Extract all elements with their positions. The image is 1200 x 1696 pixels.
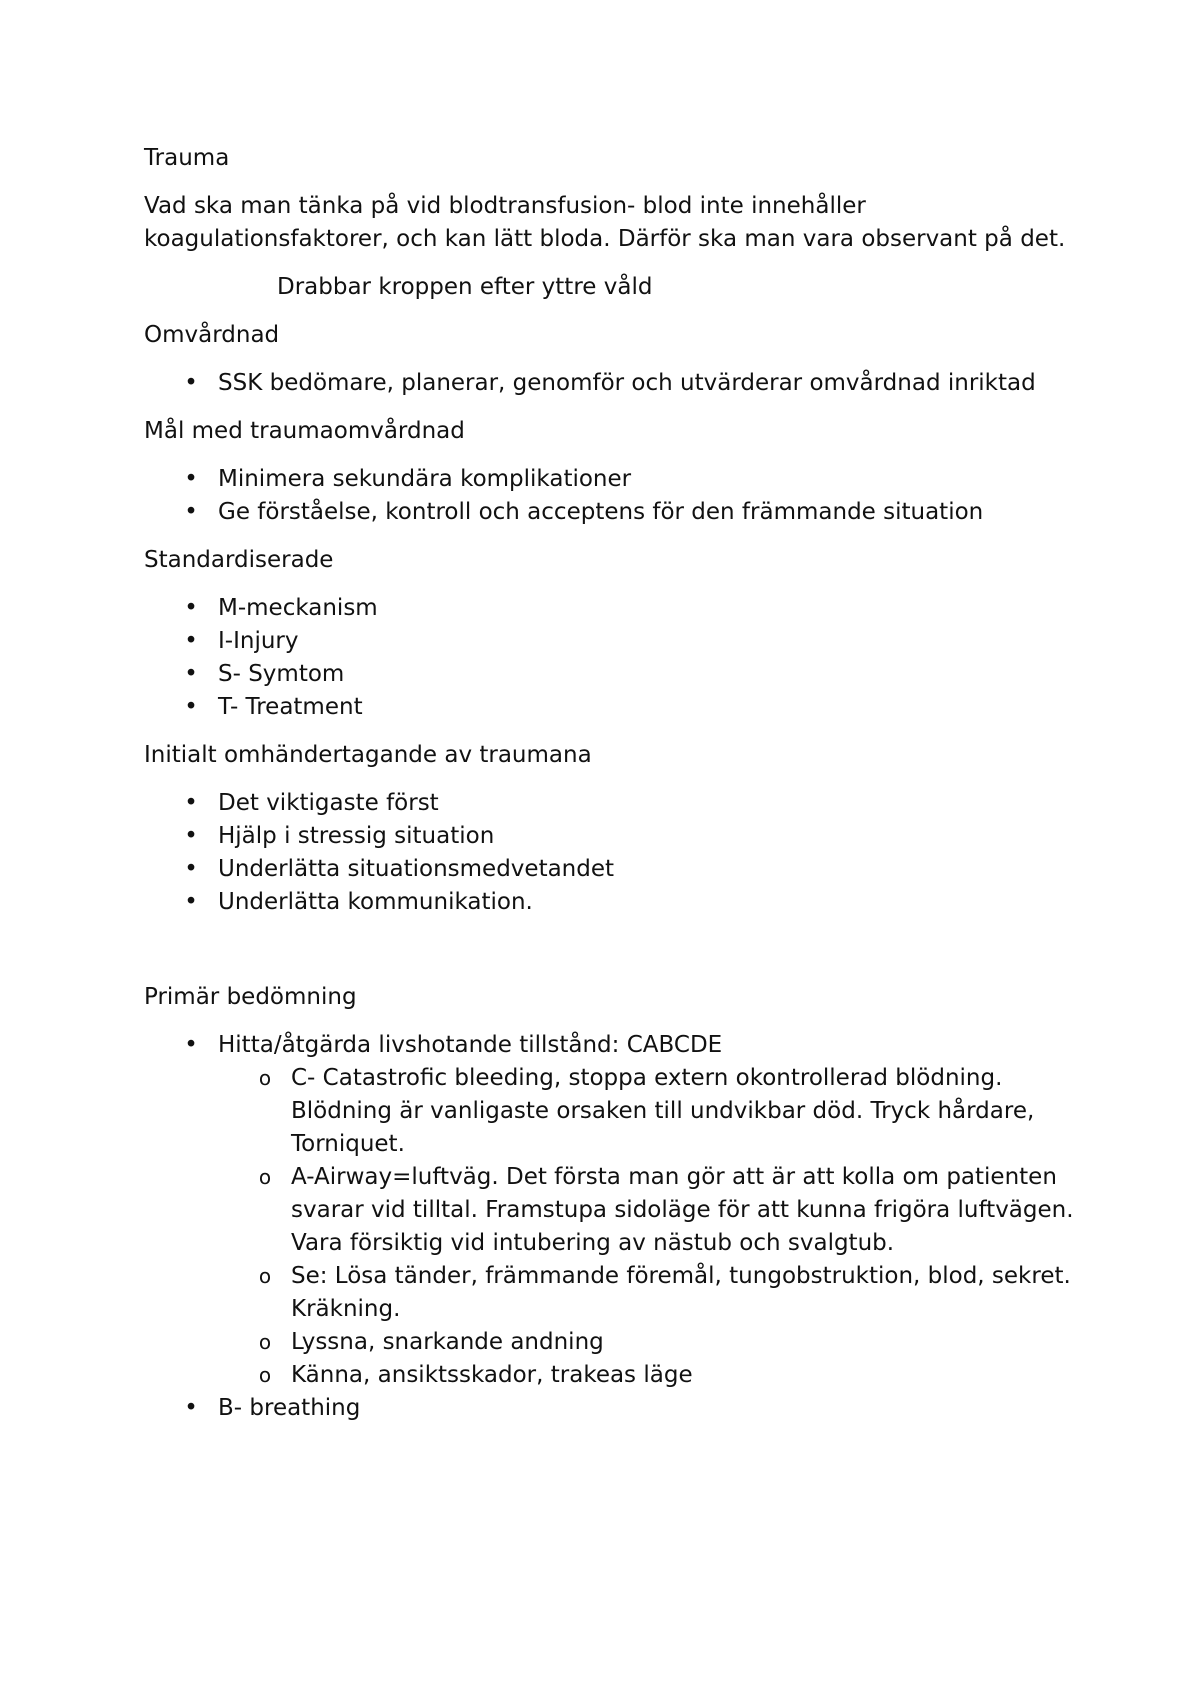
circle-bullet-icon: [258, 1326, 272, 1359]
list-item: • Hjälp i stressig situation: [144, 820, 1084, 853]
circle-bullet-icon: [258, 1062, 272, 1095]
intro-paragraph: Vad ska man tänka på vid blodtransfusion- blod inte innehåller koagulationsfaktorer, och kan lätt bloda. Därför ska man vara observant på det.: [144, 193, 1066, 252]
sub-list-item: o Känna, ansiktsskador, trakeas läge: [218, 1359, 1084, 1392]
list-item: • Det viktigaste först: [144, 787, 1084, 820]
sub-bullet-list: [218, 1062, 1084, 1392]
sub-list-item: o A-Airway=luftväg. Det första man gör att är att kolla om patienten svarar vid tilltal. Framstupa sidoläge för att kunna frigöra luftvägen. Vara försiktig vid intubering av nästub och svalgtub.: [218, 1161, 1084, 1260]
list-item: • Minimera sekundära komplikationer: [144, 463, 1084, 496]
list-item: • Ge förståelse, kontroll och acceptens för den främmande situation: [144, 496, 1084, 529]
circle-bullet-icon: [258, 1161, 272, 1194]
list-item: • Hitta/åtgärda livshotande tillstånd: CABCDE o C- Catastrofic bleeding, stoppa extern okontrollerad blödning. Blödning är vanligaste orsaken till undvikbar död. Tryck hårdare, Torniquet. o A-Airway=luftväg. Det första man gör att är att kolla om patienten svarar vid tilltal. Framstupa sidoläge för att kunna frigöra luftvägen. Vara försiktig vid intubering av nästub och svalgtub. o Se: Lösa tänder, främmande föremål, tungobstruktion, blod, sekret. Kräkning. o Lyssna, snarkande andning o Känna, ansiktsskador, trakeas läge: [144, 1029, 1084, 1392]
list-item: • T- Treatment: [144, 691, 1084, 724]
bullet-icon: [184, 886, 198, 919]
bullet-icon: [184, 496, 198, 529]
sub-list-item: o Lyssna, snarkande andning: [218, 1326, 1084, 1359]
list-item: • M-meckanism: [144, 592, 1084, 625]
bullet-icon: [184, 658, 198, 691]
bullet-list: [144, 1029, 1084, 1425]
circle-bullet-icon: [258, 1359, 272, 1392]
bullet-icon: [184, 367, 198, 400]
bullet-icon: [184, 1392, 198, 1425]
document-body: [144, 142, 1084, 1440]
section-heading: Standardiserade: [144, 547, 334, 573]
definition-line: Drabbar kroppen efter yttre våld: [277, 274, 653, 300]
bullet-icon: [184, 787, 198, 820]
bullet-icon: [184, 1029, 198, 1062]
sub-list-item: o Se: Lösa tänder, främmande föremål, tungobstruktion, blod, sekret. Kräkning.: [218, 1260, 1084, 1326]
list-item: • Underlätta kommunikation.: [144, 886, 1084, 919]
bullet-icon: [184, 592, 198, 625]
document-title: Trauma: [144, 145, 230, 171]
circle-bullet-icon: [258, 1260, 272, 1293]
list-item: • I-Injury: [144, 625, 1084, 658]
bullet-list: [144, 463, 1084, 529]
bullet-icon: [184, 853, 198, 886]
list-item: • Underlätta situationsmedvetandet: [144, 853, 1084, 886]
bullet-icon: [184, 625, 198, 658]
sub-list-item: o C- Catastrofic bleeding, stoppa extern okontrollerad blödning. Blödning är vanligaste orsaken till undvikbar död. Tryck hårdare, Torniquet.: [218, 1062, 1084, 1161]
bullet-list: [144, 367, 1084, 400]
list-item: • B- breathing: [144, 1392, 1084, 1425]
bullet-icon: [184, 463, 198, 496]
bullet-icon: [184, 691, 198, 724]
bullet-icon: [184, 820, 198, 853]
list-item: • S- Symtom: [144, 658, 1084, 691]
blank-line: [144, 934, 1084, 981]
bullet-list: [144, 592, 1084, 724]
section-heading: Initialt omhändertagande av traumana: [144, 742, 592, 768]
section-heading: Mål med traumaomvårdnad: [144, 418, 465, 444]
bullet-list: [144, 787, 1084, 919]
section-heading: Omvårdnad: [144, 322, 280, 348]
section-heading: Primär bedömning: [144, 984, 357, 1010]
list-item: • SSK bedömare, planerar, genomför och utvärderar omvårdnad inriktad: [144, 367, 1084, 400]
